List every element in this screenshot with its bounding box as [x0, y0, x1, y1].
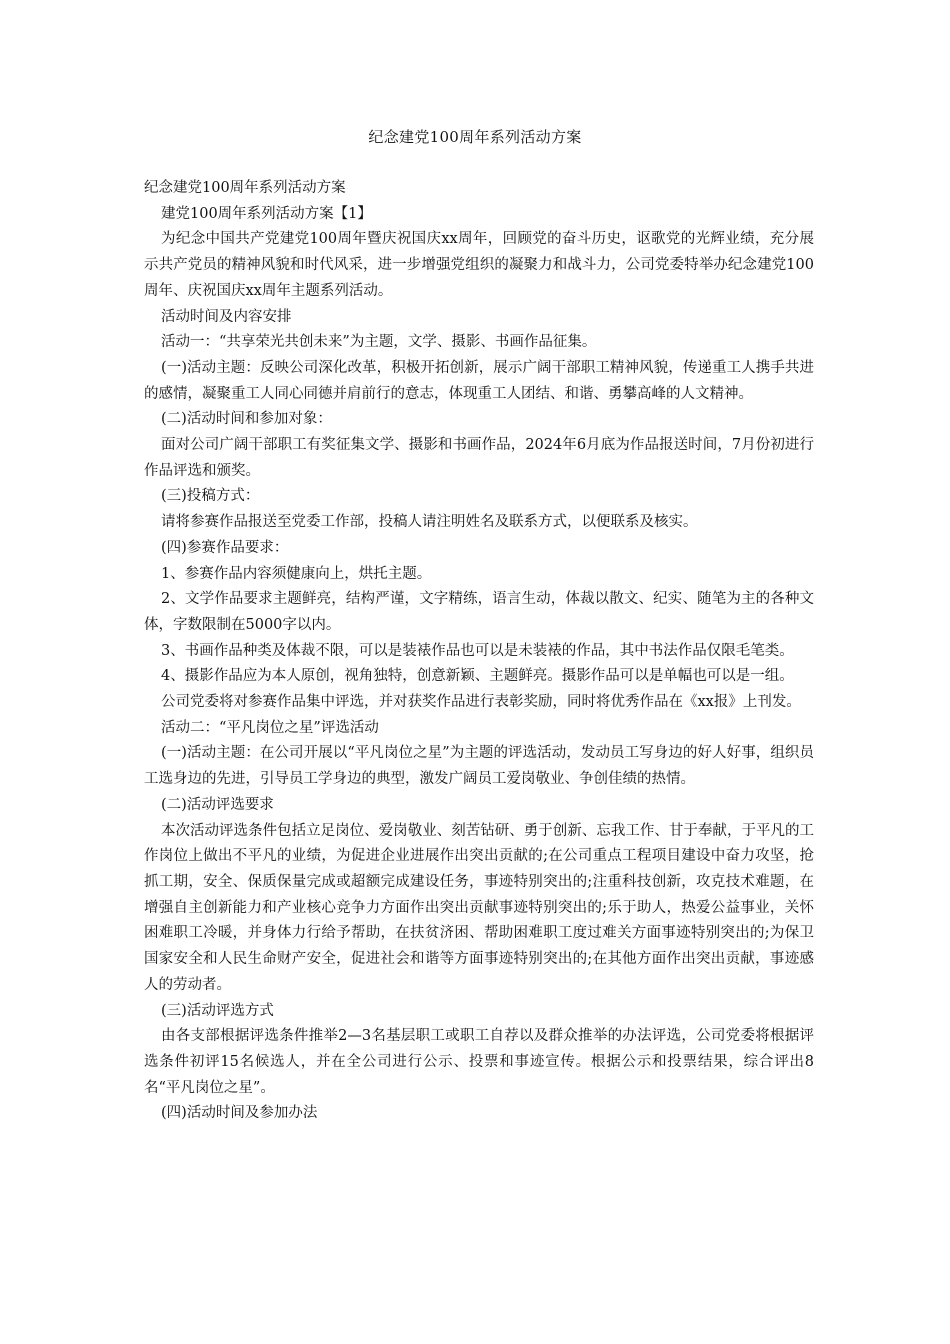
paragraph: 建党100周年系列活动方案【1】 — [161, 205, 372, 222]
paragraph: 由各支部根据评选条件推举2—3名基层职工或职工自荐以及群众推举的办法评选，公司党委将根据评选条件初评15名候选人，并在全公司进行公示、投票和事迹宣传。根据公示和投票结果，综合评出8名“平凡岗位之星”。 — [144, 1028, 814, 1096]
paragraph: (二)活动时间和参加对象： — [161, 411, 332, 428]
paragraph: 活动一：“共享荣光共创未来”为主题，文学、摄影、书画作品征集。 — [161, 334, 597, 351]
paragraph: 纪念建党100周年系列活动方案 — [144, 180, 346, 196]
paragraph: 请将参赛作品报送至党委工作部，投稿人请注明姓名及联系方式，以便联系及核实。 — [161, 514, 698, 531]
paragraph: (一)活动主题：在公司开展以“平凡岗位之星”为主题的评选活动，发动员工写身边的好人好事，组织员工选身边的先进，引导员工学身边的典型，激发广阔员工爱岗敬业、争创佳绩的热情。 — [144, 745, 814, 788]
paragraph: 4、摄影作品应为本人原创，视角独特，创意新颖、主题鲜亮。摄影作品可以是单幅也可以是一组。 — [161, 668, 794, 685]
paragraph: 活动时间及内容安排 — [161, 308, 292, 325]
paragraph: (四)活动时间及参加办法 — [161, 1105, 318, 1122]
paragraph: 3、书画作品种类及体裁不限，可以是装裱作品也可以是未装裱的作品，其中书法作品仅限毛笔类。 — [161, 642, 794, 659]
paragraph: 2、文学作品要求主题鲜亮，结构严谨，文字精练，语言生动，体裁以散文、纪实、随笔为主的各种文体，字数限制在5000字以内。 — [144, 591, 814, 633]
paragraph: (四)参赛作品要求： — [161, 539, 289, 556]
paragraph: 为纪念中国共产党建党100周年暨庆祝国庆xx周年，回顾党的奋斗历史，讴歌党的光辉业绩，充分展示共产党员的精神风貌和时代风采，进一步增强党组织的凝聚力和战斗力，公司党委特举办纪念建党100周年、庆祝国庆xx周年主题系列活动。 — [144, 231, 814, 299]
paragraph: 公司党委将对参赛作品集中评选，并对获奖作品进行表彰奖励，同时将优秀作品在《xx报》上刊发。 — [161, 694, 801, 711]
paragraph: 活动二：“平凡岗位之星”评选活动 — [161, 719, 379, 736]
paragraph: 面对公司广阔干部职工有奖征集文学、摄影和书画作品，2024年6月底为作品报送时间，7月份初进行作品评选和颁奖。 — [144, 437, 814, 479]
paragraph: (一)活动主题：反映公司深化改革，积极开拓创新，展示广阔干部职工精神风貌，传递重工人携手共进的感情，凝聚重工人同心同德并肩前行的意志，体现重工人团结、和谐、勇攀高峰的人文精神。 — [144, 359, 814, 402]
paragraph: 本次活动评选条件包括立足岗位、爱岗敬业、刻苦钻研、勇于创新、忘我工作、甘于奉献，于平凡的工作岗位上做出不平凡的业绩，为促进企业进展作出突出贡献的;在公司重点工程项目建设中奋力攻坚，抢抓工期，安全、保质保量完成或超额完成建设任务，事迹特别突出的;注重科技创新，攻克技术难题，在增强自主创新能力和产业核心竞争力方面作出突出贡献事迹特别突出的;乐于助人，热爱公益事业，关怀困难职工冷暖，并身体力行给予帮助，在扶贫济困、帮助困难职工度过难关方面事迹特别突出的;为保卫国家安全和人民生命财产安全，促进社会和谐等方面事迹特别突出的;在其他方面作出突出贡献，事迹感人的劳动者。 — [144, 822, 814, 993]
document-body — [144, 176, 814, 1127]
paragraph: (三)投稿方式： — [161, 488, 260, 505]
paragraph: 1、参赛作品内容须健康向上，烘托主题。 — [161, 565, 432, 582]
document-title: 纪念建党100周年系列活动方案 — [368, 128, 582, 146]
paragraph: (二)活动评选要求 — [161, 796, 274, 813]
paragraph: (三)活动评选方式 — [161, 1002, 274, 1019]
